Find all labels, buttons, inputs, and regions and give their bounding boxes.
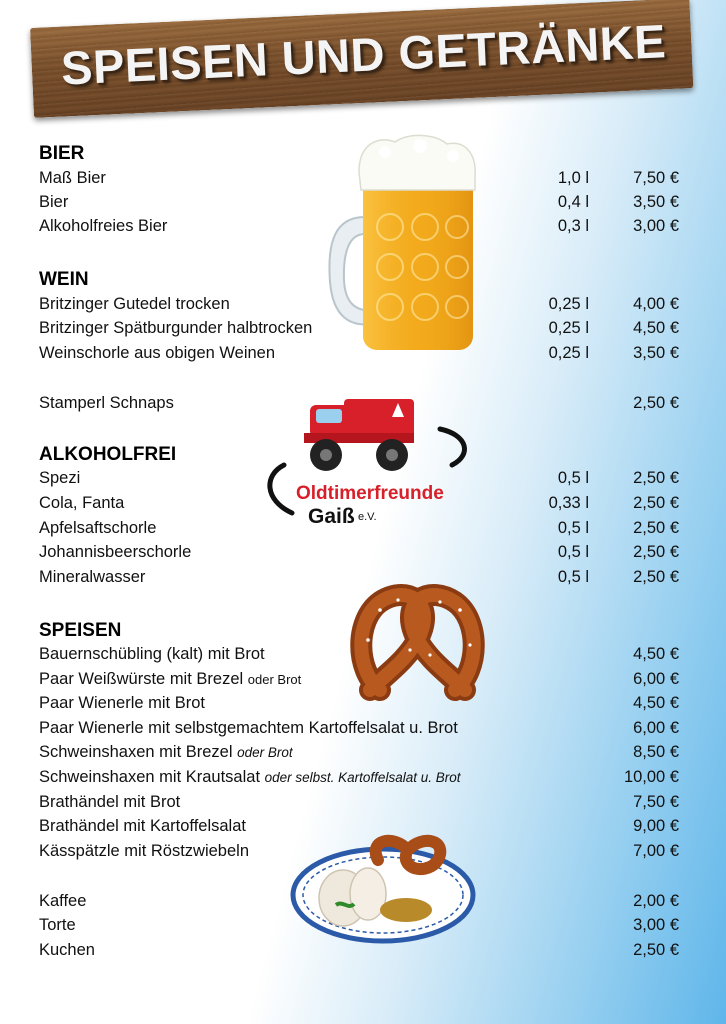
item-volume: 0,4 l xyxy=(557,193,589,211)
menu-row xyxy=(39,344,684,368)
item-name: Johannisbeerschorle xyxy=(39,543,192,561)
item-price: 7,50 € xyxy=(633,169,679,187)
item-name-text: Paar Wienerle mit Brot xyxy=(39,694,205,712)
menu-row xyxy=(39,469,684,493)
menu-row xyxy=(39,394,684,418)
item-volume: 0,25 l xyxy=(548,295,589,313)
item-name xyxy=(39,670,301,689)
menu-row xyxy=(39,519,684,543)
section-heading-speisen: SPEISEN xyxy=(39,620,122,641)
item-price: 7,50 € xyxy=(633,793,679,811)
item-price: 4,00 € xyxy=(633,295,679,313)
item-volume: 0,25 l xyxy=(548,319,589,337)
item-name xyxy=(39,817,246,836)
menu-row xyxy=(39,670,684,694)
menu-row xyxy=(39,295,684,319)
item-price: 3,50 € xyxy=(633,344,679,362)
item-name: Bier xyxy=(39,193,69,211)
item-volume: 0,5 l xyxy=(557,469,589,487)
menu-row xyxy=(39,817,684,841)
item-price: 4,50 € xyxy=(633,319,679,337)
item-name: Weinschorle aus obigen Weinen xyxy=(39,344,276,362)
item-price: 2,50 € xyxy=(633,394,679,412)
menu-row xyxy=(39,217,684,241)
menu-row xyxy=(39,694,684,718)
item-name xyxy=(39,645,265,664)
item-price: 8,50 € xyxy=(633,743,679,761)
item-name-text: Bauernschübling (kalt) mit Brot xyxy=(39,645,265,663)
item-name: Britzinger Gutedel trocken xyxy=(39,295,230,313)
item-price: 2,50 € xyxy=(633,469,679,487)
item-price: 3,50 € xyxy=(633,193,679,211)
item-price: 2,50 € xyxy=(633,519,679,537)
section-heading-alkoholfrei: ALKOHOLFREI xyxy=(39,444,177,465)
item-price: 2,50 € xyxy=(633,941,679,959)
item-volume: 1,0 l xyxy=(557,169,589,187)
item-name: Torte xyxy=(39,916,76,934)
item-name-text: Kässpätzle mit Röstzwiebeln xyxy=(39,842,250,860)
logo-line1: Oldtimerfreunde xyxy=(296,483,444,504)
menu-row xyxy=(39,842,684,866)
menu-row xyxy=(39,645,684,669)
item-name xyxy=(39,842,249,861)
logo-suffix: e.V. xyxy=(358,511,377,523)
menu-row xyxy=(39,768,684,792)
item-price: 3,00 € xyxy=(633,217,679,235)
item-name: Kuchen xyxy=(39,941,95,959)
menu-row xyxy=(39,793,684,817)
item-name-text: Brathändel mit Kartoffelsalat xyxy=(39,817,246,835)
menu-row xyxy=(39,543,684,567)
item-name-text: Paar Weißwürste mit Brezel xyxy=(39,670,244,688)
item-price: 4,50 € xyxy=(633,694,679,712)
section-heading-bier: BIER xyxy=(39,143,85,164)
item-volume: 0,5 l xyxy=(557,519,589,537)
menu-row xyxy=(39,169,684,193)
item-name-text: Schweinshaxen mit Brezel xyxy=(39,743,233,761)
menu-row xyxy=(39,743,684,767)
menu-row xyxy=(39,568,684,592)
page-title: SPEISEN UND GETRÄNKE xyxy=(59,14,668,95)
item-name: Cola, Fanta xyxy=(39,494,125,512)
item-price: 2,50 € xyxy=(633,543,679,561)
item-price: 6,00 € xyxy=(633,670,679,688)
item-name: Spezi xyxy=(39,469,81,487)
menu-row xyxy=(39,941,684,965)
item-name: Kaffee xyxy=(39,892,87,910)
item-name-text: Paar Wienerle mit selbstgemachtem Kartoffelsalat u. Brot xyxy=(39,719,458,737)
item-name: Britzinger Spätburgunder halbtrocken xyxy=(39,319,313,337)
item-name: Stamperl Schnaps xyxy=(39,394,174,412)
item-price: 9,00 € xyxy=(633,817,679,835)
item-price: 2,50 € xyxy=(633,568,679,586)
item-note: oder Brot xyxy=(247,672,302,687)
item-name xyxy=(39,768,460,787)
menu-row xyxy=(39,916,684,940)
item-price: 2,50 € xyxy=(633,494,679,512)
section-heading-wein: WEIN xyxy=(39,269,89,290)
menu-row xyxy=(39,494,684,518)
item-price: 7,00 € xyxy=(633,842,679,860)
menu-row xyxy=(39,193,684,217)
item-price: 6,00 € xyxy=(633,719,679,737)
item-name xyxy=(39,793,180,812)
menu-row xyxy=(39,319,684,343)
item-name-text: Brathändel mit Brot xyxy=(39,793,181,811)
item-volume: 0,5 l xyxy=(557,543,589,561)
item-name: Apfelsaftschorle xyxy=(39,519,157,537)
item-price: 3,00 € xyxy=(633,916,679,934)
item-volume: 0,33 l xyxy=(548,494,589,512)
item-name xyxy=(39,719,458,738)
item-name xyxy=(39,743,293,762)
item-note: oder selbst. Kartoffelsalat u. Brot xyxy=(264,770,461,785)
item-volume: 0,25 l xyxy=(548,344,589,362)
item-name-text: Schweinshaxen mit Krautsalat xyxy=(39,768,261,786)
item-name: Maß Bier xyxy=(39,169,106,187)
item-name: Mineralwasser xyxy=(39,568,146,586)
item-volume: 0,5 l xyxy=(557,568,589,586)
item-price: 4,50 € xyxy=(633,645,679,663)
header-plank xyxy=(30,0,693,118)
item-name xyxy=(39,694,205,713)
item-price: 10,00 € xyxy=(623,768,679,786)
item-note: oder Brot xyxy=(237,745,293,760)
logo-line2: Gaiß xyxy=(308,505,355,528)
item-name: Alkoholfreies Bier xyxy=(39,217,168,235)
item-volume: 0,3 l xyxy=(557,217,589,235)
item-price: 2,00 € xyxy=(633,892,679,910)
menu-row xyxy=(39,892,684,916)
menu-row xyxy=(39,719,684,743)
